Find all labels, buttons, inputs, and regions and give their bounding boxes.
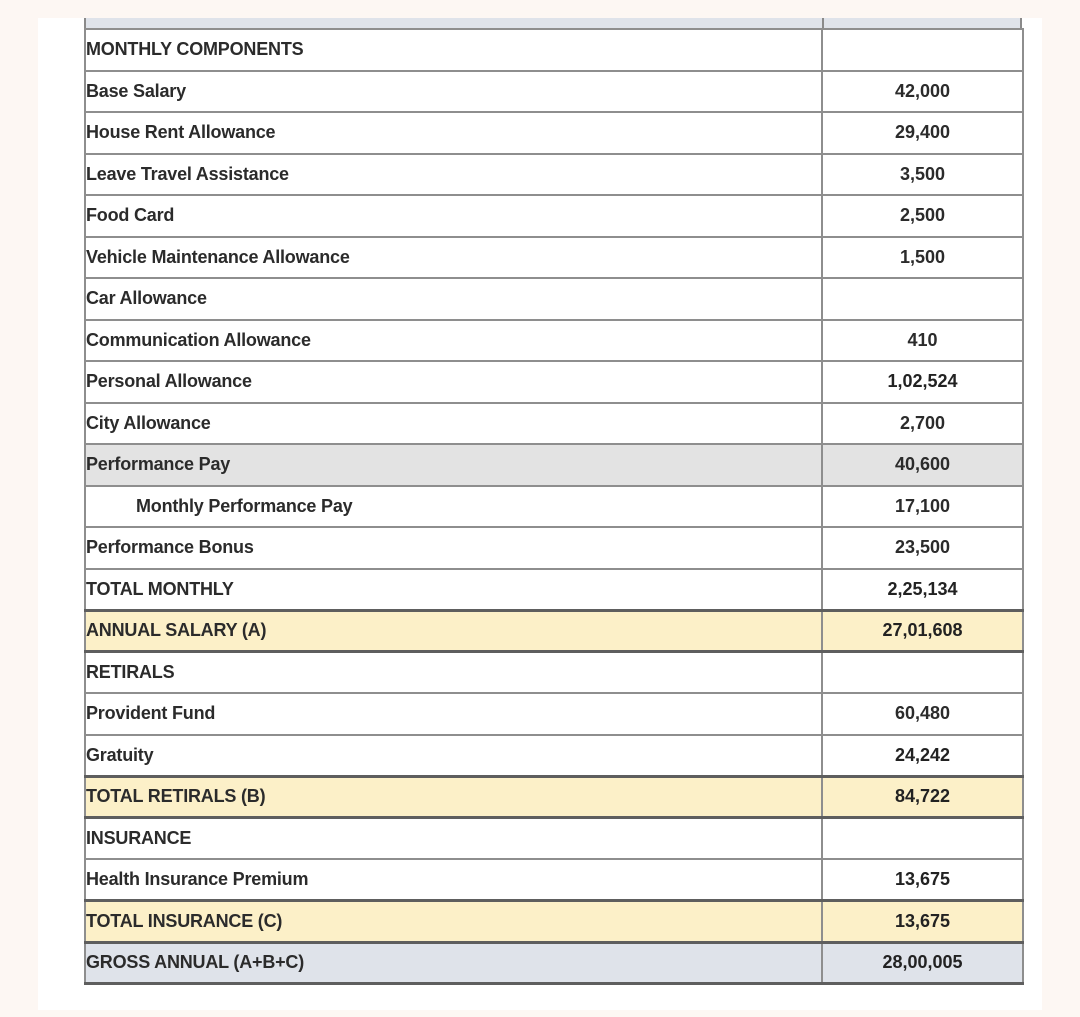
row-value: 410 bbox=[822, 320, 1023, 362]
table-row-vehicle-maintenance-allowance bbox=[85, 237, 1023, 279]
table-row-retirals bbox=[85, 652, 1023, 694]
table-row-gratuity bbox=[85, 735, 1023, 777]
row-label: TOTAL MONTHLY bbox=[85, 569, 822, 611]
row-label: ANNUAL SALARY (A) bbox=[85, 610, 822, 652]
row-label: Monthly Performance Pay bbox=[85, 486, 822, 528]
table-row-total-insurance bbox=[85, 901, 1023, 943]
table-row-total-retirals bbox=[85, 776, 1023, 818]
row-label: Communication Allowance bbox=[85, 320, 822, 362]
table-row-house-rent-allowance bbox=[85, 112, 1023, 154]
row-value: 40,600 bbox=[822, 444, 1023, 486]
row-label: INSURANCE bbox=[85, 818, 822, 860]
row-value: 1,500 bbox=[822, 237, 1023, 279]
row-value: 27,01,608 bbox=[822, 610, 1023, 652]
row-label: Leave Travel Assistance bbox=[85, 154, 822, 196]
row-value: 2,25,134 bbox=[822, 569, 1023, 611]
row-value bbox=[822, 818, 1023, 860]
table-row-provident-fund bbox=[85, 693, 1023, 735]
row-label: MONTHLY COMPONENTS bbox=[85, 29, 822, 71]
row-label: Gratuity bbox=[85, 735, 822, 777]
row-value bbox=[822, 278, 1023, 320]
table-row-communication-allowance bbox=[85, 320, 1023, 362]
table-row-insurance bbox=[85, 818, 1023, 860]
table-row-car-allowance bbox=[85, 278, 1023, 320]
table-row-monthly-components bbox=[85, 29, 1023, 71]
row-label: GROSS ANNUAL (A+B+C) bbox=[85, 942, 822, 984]
row-value bbox=[822, 652, 1023, 694]
row-value: 60,480 bbox=[822, 693, 1023, 735]
row-value: 23,500 bbox=[822, 527, 1023, 569]
table-row-performance-pay bbox=[85, 444, 1023, 486]
row-label: RETIRALS bbox=[85, 652, 822, 694]
row-label: Health Insurance Premium bbox=[85, 859, 822, 901]
table-row-city-allowance bbox=[85, 403, 1023, 445]
row-label: Base Salary bbox=[85, 71, 822, 113]
row-label: Performance Bonus bbox=[85, 527, 822, 569]
row-value: 1,02,524 bbox=[822, 361, 1023, 403]
row-label: House Rent Allowance bbox=[85, 112, 822, 154]
table-row-annual-salary bbox=[85, 610, 1023, 652]
row-value: 17,100 bbox=[822, 486, 1023, 528]
row-value: 13,675 bbox=[822, 859, 1023, 901]
row-value: 42,000 bbox=[822, 71, 1023, 113]
row-label: Personal Allowance bbox=[85, 361, 822, 403]
salary-components-table bbox=[84, 28, 1024, 985]
row-label: Performance Pay bbox=[85, 444, 822, 486]
row-label: Vehicle Maintenance Allowance bbox=[85, 237, 822, 279]
row-value: 3,500 bbox=[822, 154, 1023, 196]
row-value: 2,700 bbox=[822, 403, 1023, 445]
table-row-performance-bonus bbox=[85, 527, 1023, 569]
row-label: Car Allowance bbox=[85, 278, 822, 320]
table-row-health-insurance-premium bbox=[85, 859, 1023, 901]
row-label: City Allowance bbox=[85, 403, 822, 445]
table-row-base-salary bbox=[85, 71, 1023, 113]
table-row-leave-travel-assistance bbox=[85, 154, 1023, 196]
row-label: TOTAL INSURANCE (C) bbox=[85, 901, 822, 943]
row-value: 24,242 bbox=[822, 735, 1023, 777]
row-label: TOTAL RETIRALS (B) bbox=[85, 776, 822, 818]
table-row-personal-allowance bbox=[85, 361, 1023, 403]
table-row-gross-annual bbox=[85, 942, 1023, 984]
table-top-strip bbox=[84, 18, 1022, 28]
row-value: 84,722 bbox=[822, 776, 1023, 818]
row-value: 13,675 bbox=[822, 901, 1023, 943]
row-value: 2,500 bbox=[822, 195, 1023, 237]
table-row-food-card bbox=[85, 195, 1023, 237]
table-row-monthly-performance-pay bbox=[85, 486, 1023, 528]
row-value: 28,00,005 bbox=[822, 942, 1023, 984]
table-row-total-monthly bbox=[85, 569, 1023, 611]
row-value bbox=[822, 29, 1023, 71]
row-label: Food Card bbox=[85, 195, 822, 237]
row-label: Provident Fund bbox=[85, 693, 822, 735]
row-value: 29,400 bbox=[822, 112, 1023, 154]
